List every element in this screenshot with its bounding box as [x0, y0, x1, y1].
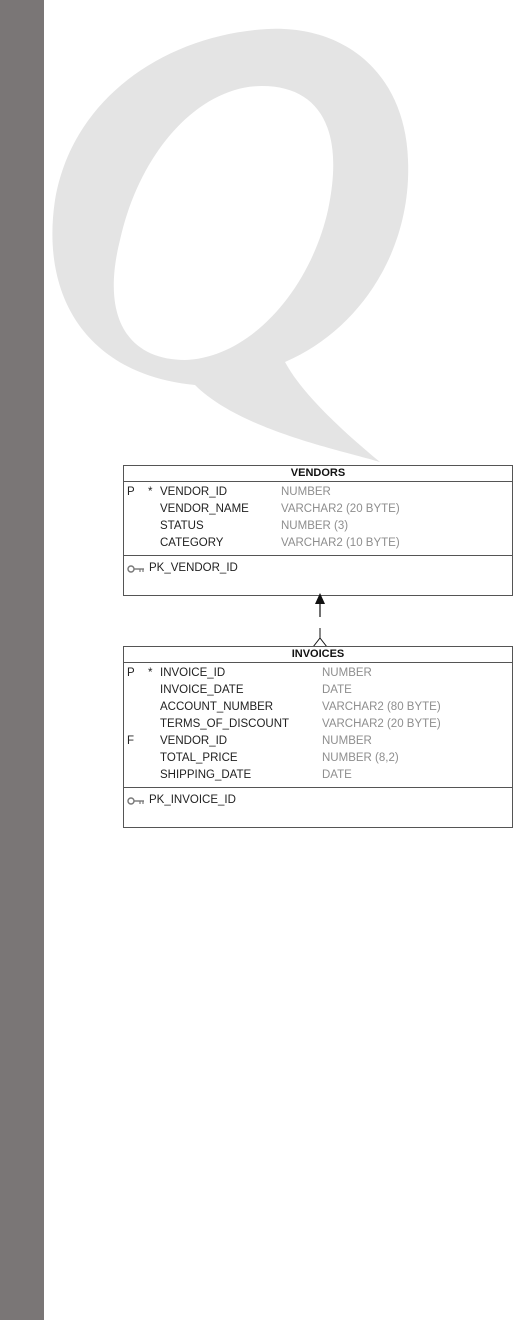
column-type: VARCHAR2 (20 BYTE): [322, 718, 441, 730]
column-type: NUMBER (8,2): [322, 752, 399, 764]
q-watermark-logo: [0, 0, 514, 470]
column-name: VENDOR_NAME: [160, 503, 249, 515]
table-row: [124, 767, 512, 784]
column-type: VARCHAR2 (20 BYTE): [281, 503, 400, 515]
column-name: INVOICE_ID: [160, 667, 226, 679]
column-type: NUMBER: [281, 486, 331, 498]
primary-key-row: [127, 792, 512, 809]
invoices-column-list: [124, 663, 512, 788]
column-type: NUMBER (3): [281, 520, 349, 532]
column-name: TOTAL_PRICE: [160, 752, 238, 764]
table-row: [124, 716, 512, 733]
primary-key-row: [127, 560, 512, 577]
invoices-key-list: [124, 788, 512, 809]
column-name: STATUS: [160, 520, 204, 532]
table-row: [124, 750, 512, 767]
column-name: VENDOR_ID: [160, 486, 228, 498]
invoices-table-title: INVOICES: [124, 647, 512, 663]
table-row: [124, 682, 512, 699]
table-row: P * INVOICE_ID NUMBER: [124, 665, 512, 682]
column-type: DATE: [322, 769, 352, 781]
column-type: VARCHAR2 (10 BYTE): [281, 537, 400, 549]
column-name: VENDOR_ID: [160, 735, 228, 747]
vendors-table-title: VENDORS: [124, 466, 512, 482]
column-name: TERMS_OF_DISCOUNT: [160, 718, 290, 730]
table-row: P * VENDOR_ID NUMBER: [124, 484, 512, 501]
column-name: SHIPPING_DATE: [160, 769, 252, 781]
table-row: [124, 501, 512, 518]
column-type: VARCHAR2 (80 BYTE): [322, 701, 441, 713]
column-name: ACCOUNT_NUMBER: [160, 701, 274, 713]
table-row: [124, 535, 512, 552]
column-type: NUMBER: [322, 667, 372, 679]
column-type: NUMBER: [322, 735, 372, 747]
vendors-column-list: [124, 482, 512, 556]
column-name: INVOICE_DATE: [160, 684, 244, 696]
table-row: F VENDOR_ID NUMBER: [124, 733, 512, 750]
primary-key-name: PK_VENDOR_ID: [149, 562, 238, 574]
invoices-table: [123, 646, 513, 828]
key-icon: [127, 564, 145, 574]
relationship-connector: [300, 590, 340, 650]
table-row: [124, 518, 512, 535]
vendors-key-list: [124, 556, 512, 577]
table-row: [124, 699, 512, 716]
key-icon: [127, 796, 145, 806]
arrow-up-icon: [315, 593, 325, 604]
column-name: CATEGORY: [160, 537, 224, 549]
primary-key-name: PK_INVOICE_ID: [149, 794, 236, 806]
vendors-table: [123, 465, 513, 596]
column-type: DATE: [322, 684, 352, 696]
